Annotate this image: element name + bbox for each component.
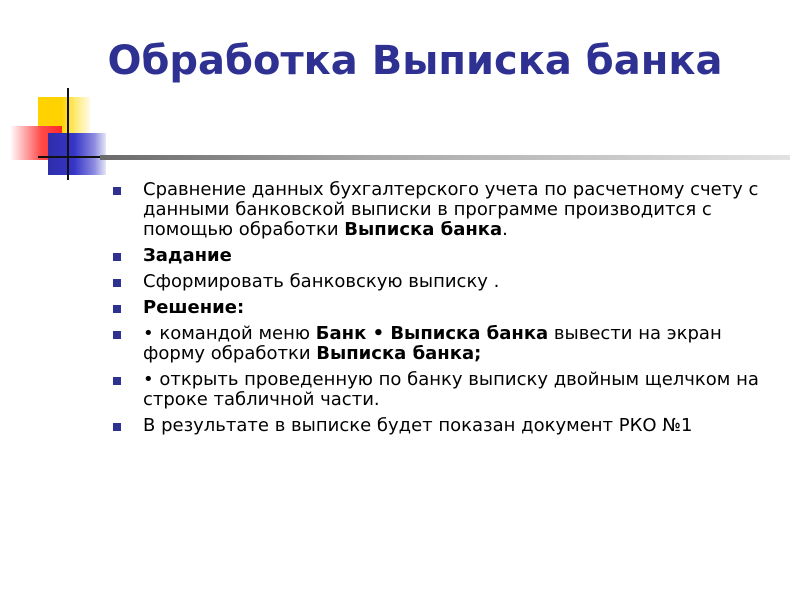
item-text: вывести на экран форму обработки — [143, 323, 722, 364]
square-bullet-icon — [113, 377, 121, 385]
item-heading-solution: Решение: — [143, 297, 245, 318]
square-bullet-icon — [113, 187, 121, 195]
item-text: • открыть проведенную по банку выписку двойным щелчком на строке табличной части. — [143, 369, 759, 410]
square-bullet-icon — [113, 331, 121, 339]
item-heading-task: Задание — [143, 245, 232, 266]
list-item — [112, 370, 772, 410]
list-item — [112, 246, 772, 266]
item-text: Сравнение данных бухгалтерского учета по расчетному счету с данными банковской выписки в программе производится с помощью обработки — [143, 179, 759, 240]
item-text: В результате в выписке будет показан документ РКО №1 — [143, 415, 693, 436]
list-item — [112, 272, 772, 292]
item-text: Сформировать банковскую выписку . — [143, 271, 500, 292]
list-item — [112, 298, 772, 318]
logo-blue-square — [48, 133, 106, 175]
slide-title: Обработка Выписка банка — [107, 38, 723, 84]
item-bold-text: Банк • Выписка банка — [315, 323, 549, 344]
item-bold-text: Выписка банка — [344, 219, 503, 240]
square-bullet-icon — [113, 253, 121, 261]
square-bullet-icon — [113, 279, 121, 287]
list-item — [112, 416, 772, 436]
square-bullet-icon — [113, 305, 121, 313]
list-item — [112, 324, 772, 364]
list-item — [112, 180, 772, 240]
square-bullet-icon — [113, 423, 121, 431]
bullet-list — [112, 180, 772, 442]
item-text: . — [502, 219, 508, 240]
item-text: • командой меню — [143, 323, 316, 344]
title-divider — [100, 155, 790, 160]
item-bold-text: Выписка банка; — [316, 343, 482, 364]
logo-vertical-line — [67, 88, 69, 180]
